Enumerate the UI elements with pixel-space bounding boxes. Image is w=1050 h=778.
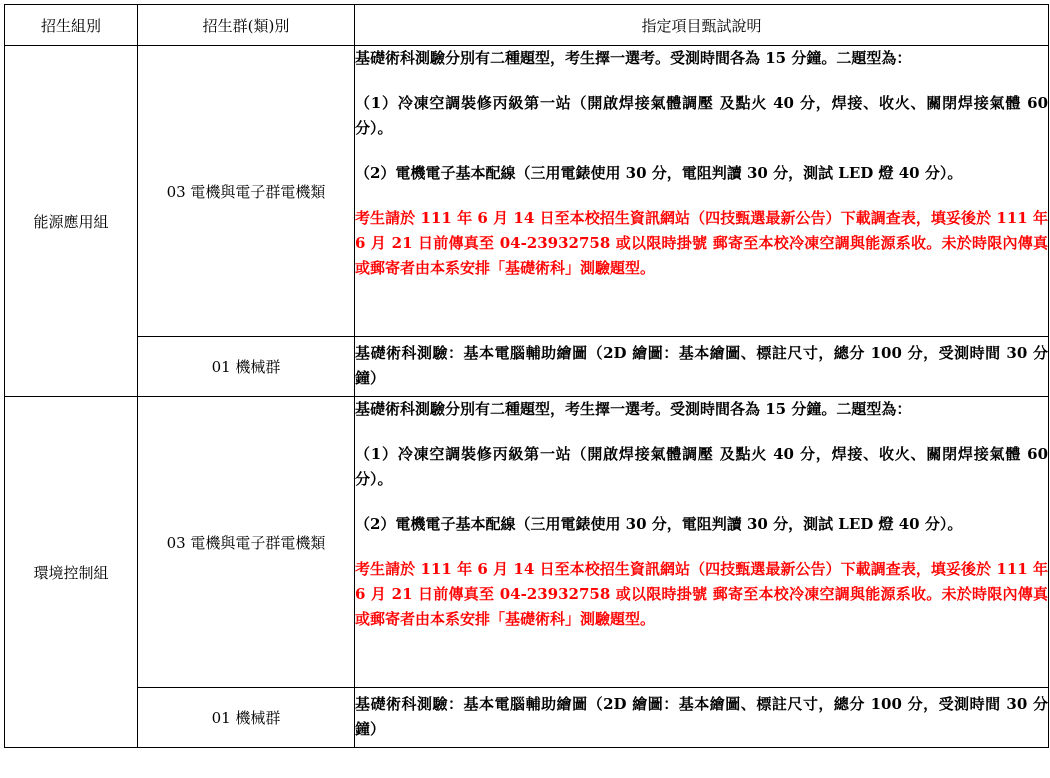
description-intro: 基礎術科測驗分別有二種題型，考生擇一選考。受測時間各為 15 分鐘。二題型為： xyxy=(355,400,912,418)
category-cell: 01 機械群 xyxy=(138,337,355,397)
table-row xyxy=(5,337,1049,397)
table-row xyxy=(5,397,1049,688)
description-cell xyxy=(355,397,1049,688)
description-notice: 考生請於 111 年 6 月 14 日至本校招生資訊網站（四技甄選最新公告）下載調查表，填妥後於 111 年 6 月 21 日前傳真至 04-23932758 或以限時掛號 郵寄至本校冷凍空調與能源系收。未於時限內傳真或郵寄者由本系安排「基礎術科」測驗題型。 xyxy=(355,560,1048,628)
category-cell: 03 電機與電子群電機類 xyxy=(138,46,355,337)
description-cell: 基礎術科測驗：基本電腦輔助繪圖（2D 繪圖：基本繪圖、標註尺寸，總分 100 分，受測時間 30 分鐘） xyxy=(355,688,1049,748)
description-option-1: （1）冷凍空調裝修丙級第一站（開啟焊接氣體調壓 及點火 40 分，焊接、收火、關閉焊接氣體 60 分）。 xyxy=(355,94,1048,137)
description-option-2: （2）電機電子基本配線（三用電錶使用 30 分，電阻判讀 30 分，測試 LED 燈 40 分）。 xyxy=(355,164,963,182)
description-notice: 考生請於 111 年 6 月 14 日至本校招生資訊網站（四技甄選最新公告）下載調查表，填妥後於 111 年 6 月 21 日前傳真至 04-23932758 或以限時掛號 郵寄至本校冷凍空調與能源系收。未於時限內傳真或郵寄者由本系安排「基礎術科」測驗題型。 xyxy=(355,209,1048,277)
table-row xyxy=(5,688,1049,748)
admission-table xyxy=(4,4,1049,748)
description-option-1: （1）冷凍空調裝修丙級第一站（開啟焊接氣體調壓 及點火 40 分，焊接、收火、關閉焊接氣體 60 分）。 xyxy=(355,445,1048,488)
description-intro: 基礎術科測驗分別有二種題型，考生擇一選考。受測時間各為 15 分鐘。二題型為： xyxy=(355,49,912,67)
header-row xyxy=(5,5,1049,46)
table-row xyxy=(5,46,1049,337)
header-category: 招生群(類)別 xyxy=(138,5,355,46)
category-cell: 01 機械群 xyxy=(138,688,355,748)
group-name: 能源應用組 xyxy=(5,46,138,397)
group-name: 環境控制組 xyxy=(5,397,138,748)
description-cell xyxy=(355,46,1049,337)
header-description: 指定項目甄試說明 xyxy=(355,5,1049,46)
category-cell: 03 電機與電子群電機類 xyxy=(138,397,355,688)
header-group: 招生組別 xyxy=(5,5,138,46)
description-option-2: （2）電機電子基本配線（三用電錶使用 30 分，電阻判讀 30 分，測試 LED 燈 40 分）。 xyxy=(355,515,963,533)
description-cell: 基礎術科測驗：基本電腦輔助繪圖（2D 繪圖：基本繪圖、標註尺寸，總分 100 分，受測時間 30 分鐘） xyxy=(355,337,1049,397)
